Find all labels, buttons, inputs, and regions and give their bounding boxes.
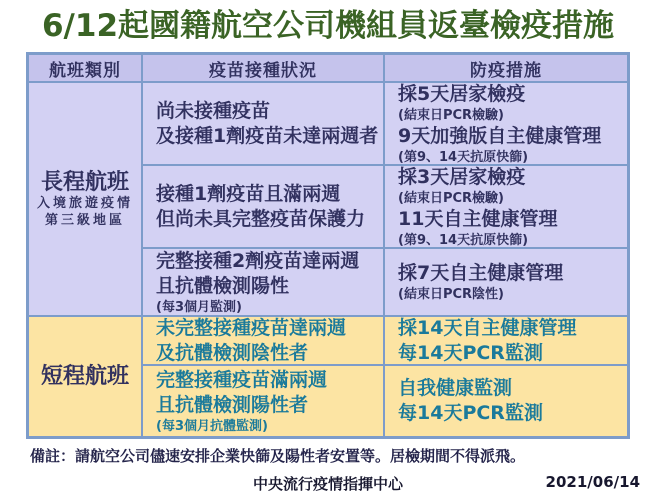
vaccination-text: 完整接種2劑疫苗達兩週 bbox=[156, 249, 360, 272]
quarantine-infographic bbox=[0, 5, 656, 497]
measures-cell-row5 bbox=[385, 366, 627, 436]
publish-date: 2021/06/14 bbox=[545, 473, 640, 491]
group-short-haul bbox=[29, 317, 141, 436]
vaccination-cell-row1 bbox=[143, 83, 383, 164]
vaccination-text: 尚未接種疫苗 bbox=[156, 99, 271, 122]
vaccination-text: 且抗體檢測陽性 bbox=[156, 274, 290, 297]
group-short-haul-name: 短程航班 bbox=[40, 364, 129, 390]
measures-cell-row1 bbox=[385, 83, 627, 164]
vaccination-cell-row2 bbox=[143, 166, 383, 247]
vaccination-text: 且抗體檢測陽性者 bbox=[156, 393, 309, 416]
measure-note: (結束日PCR檢驗) bbox=[398, 190, 504, 206]
measure-text: 採14天自主健康管理 bbox=[398, 316, 577, 339]
measures-cell-row2 bbox=[385, 166, 627, 247]
measure-text: 採3天居家檢疫 bbox=[398, 165, 526, 188]
measure-note: (結束日PCR陰性) bbox=[398, 287, 504, 303]
measure-text: 9天加強版自主健康管理 bbox=[398, 124, 602, 147]
header-vaccination-status: 疫苗接種狀況 bbox=[143, 55, 383, 81]
group-long-haul-subtitle-line1: 入境旅遊疫情 bbox=[36, 196, 133, 212]
measures-cell-row4 bbox=[385, 317, 627, 364]
group-long-haul bbox=[29, 83, 141, 315]
measure-text: 採5天居家檢疫 bbox=[398, 82, 526, 105]
vaccination-cell-row4 bbox=[143, 317, 383, 364]
measure-text: 每14天PCR監測 bbox=[398, 402, 543, 425]
measures-cell-row3 bbox=[385, 249, 627, 315]
header-flight-category: 航班類別 bbox=[29, 55, 141, 81]
group-long-haul-subtitle-line2: 第三級地區 bbox=[44, 213, 125, 229]
measure-text: 自我健康監測 bbox=[398, 377, 513, 400]
vaccination-text: 但尚未具完整疫苗保護力 bbox=[156, 207, 366, 230]
vaccination-text: 及接種1劑疫苗未達兩週者 bbox=[156, 124, 379, 147]
footnote: 備註：請航空公司儘速安排企業快篩及陽性者安置等。居檢期間不得派飛。 bbox=[30, 447, 526, 466]
vaccination-text: 及抗體檢測陰性者 bbox=[156, 341, 309, 364]
vaccination-text: 接種1劑疫苗且滿兩週 bbox=[156, 182, 341, 205]
quarantine-measures-table bbox=[26, 52, 630, 439]
header-prevention-measures: 防疫措施 bbox=[385, 55, 627, 81]
vaccination-cell-row5 bbox=[143, 366, 383, 436]
vaccination-cell-row3 bbox=[143, 249, 383, 315]
page-title: 6/12起國籍航空公司機組員返臺檢疫措施 bbox=[41, 8, 615, 44]
measure-note: (第9、14天抗原快篩) bbox=[398, 232, 529, 248]
vaccination-note: (每3個月抗體監測) bbox=[156, 418, 268, 434]
measure-note: (第9、14天抗原快篩) bbox=[398, 149, 529, 165]
measure-note: (結束日PCR檢驗) bbox=[398, 107, 504, 123]
issuing-organization: 中央流行疫情指揮中心 bbox=[252, 475, 403, 493]
measure-text: 採7天自主健康管理 bbox=[398, 262, 564, 285]
group-long-haul-name: 長程航班 bbox=[40, 169, 129, 195]
vaccination-text: 未完整接種疫苗達兩週 bbox=[156, 316, 347, 339]
measure-text: 11天自主健康管理 bbox=[398, 207, 558, 230]
vaccination-note: (每3個月監測) bbox=[156, 299, 242, 315]
vaccination-text: 完整接種疫苗滿兩週 bbox=[156, 368, 328, 391]
footer bbox=[0, 473, 656, 491]
measure-text: 每14天PCR監測 bbox=[398, 341, 543, 364]
